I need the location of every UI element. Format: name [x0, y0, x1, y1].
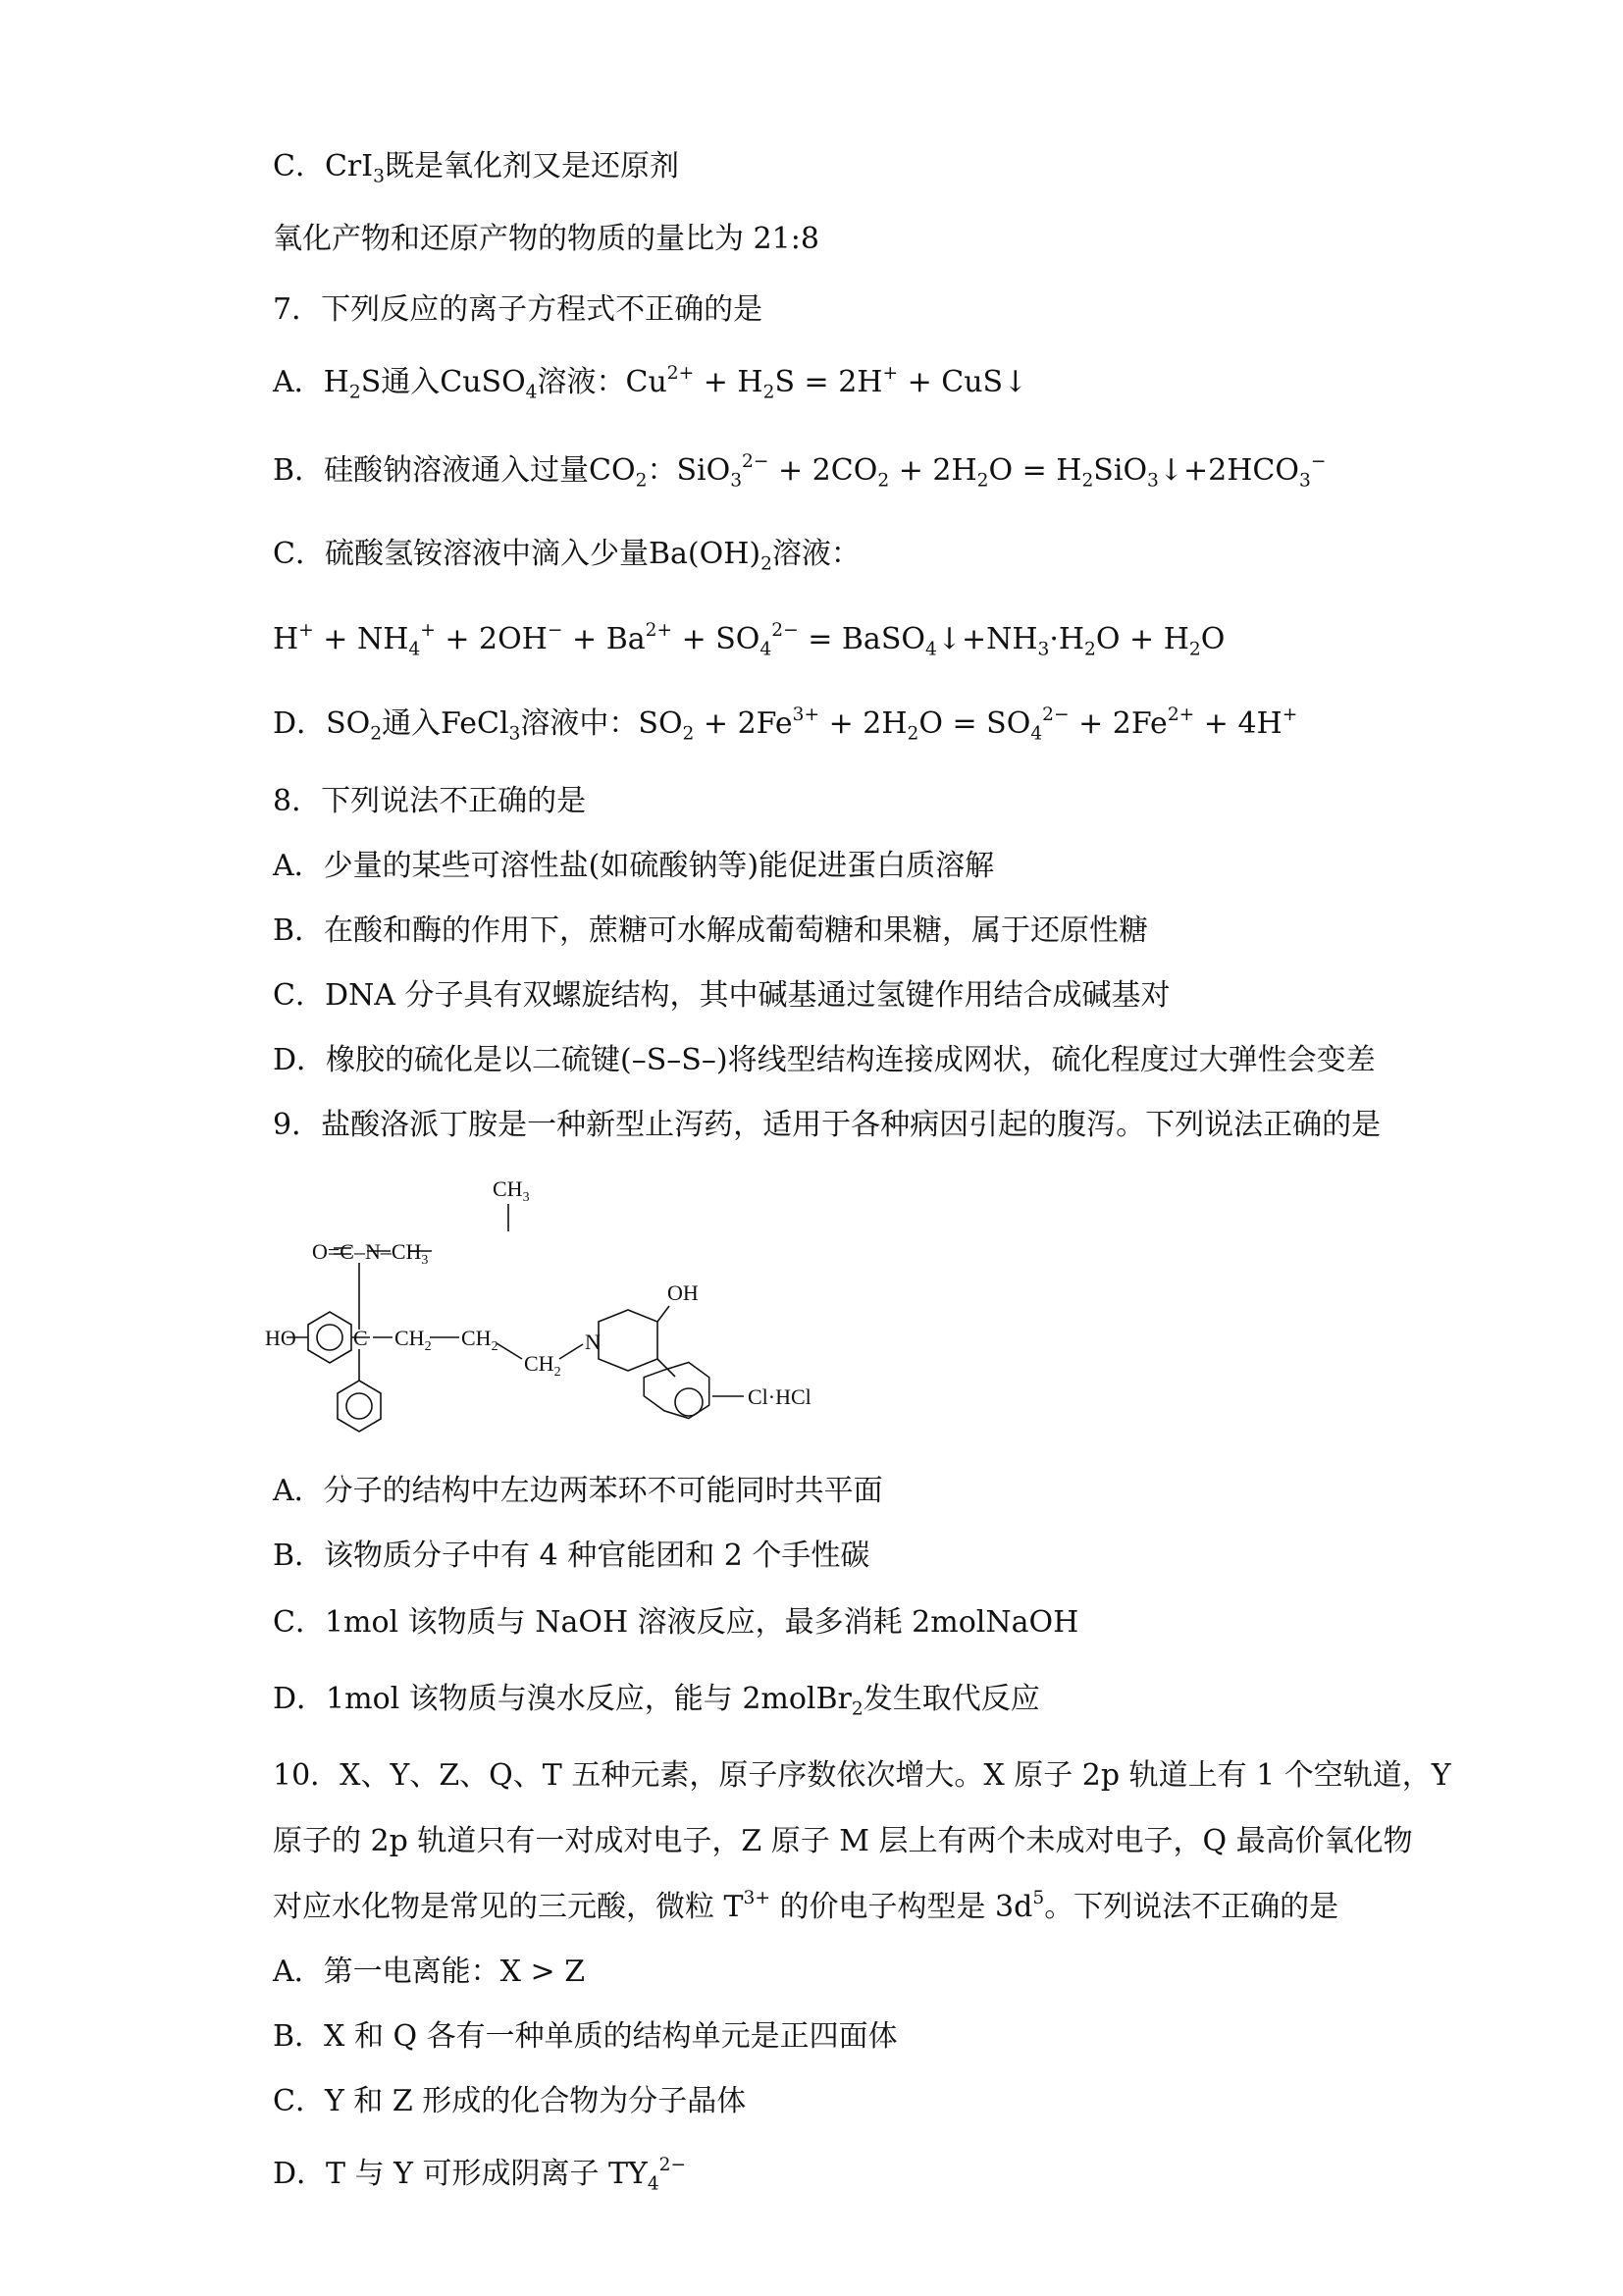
mol-ch2-1: $CH_2$ [394, 1326, 432, 1354]
q7-option-c-equation: $H^+ + NH_4^+ + 2OH^- + Ba^{2+} + SO_4^{2-}$ = $BaSO_4↓+NH_3\cdot H_2O + H_2O$ [273, 619, 1226, 660]
q7-option-c: C．硫酸氢铵溶液中滴入少量$Ba(OH)_2$溶液： [273, 537, 861, 575]
mol-cl-hcl: Cl·HCl [748, 1384, 812, 1409]
loperamide-structure-diagram [265, 1163, 1070, 1457]
q8-stem: 8．下列说法不正确的是 [273, 784, 587, 818]
q7-stem: 7．下列反应的离子方程式不正确的是 [273, 292, 763, 327]
q9-option-a: A．分子的结构中左边两苯环不可能同时共平面 [273, 1474, 883, 1508]
q9-option-c: C．1mol 该物质与 NaOH 溶液反应，最多消耗 2molNaOH [273, 1605, 1079, 1640]
q6-option-c: C．CrI$_3$既是氧化剂又是还原剂 [273, 149, 679, 187]
mol-n: N [585, 1330, 601, 1354]
q10-stem-line2: 原子的 2p 轨道只有一对成对电子，Z 原子 M 层上有两个未成对电子，Q 最高价氧化物 [273, 1824, 1413, 1858]
q10-option-b: B．X 和 Q 各有一种单质的结构单元是正四面体 [273, 2019, 898, 2054]
mol-central-c: C [353, 1326, 368, 1350]
mol-ho: HO [265, 1326, 296, 1350]
q8-option-a: A．少量的某些可溶性盐(如硫酸钠等)能促进蛋白质溶解 [273, 849, 995, 883]
q8-option-c: C．DNA 分子具有双螺旋结构，其中碱基通过氢键作用结合成碱基对 [273, 978, 1171, 1013]
mol-oh: OH [667, 1280, 699, 1305]
q10-option-c: C．Y 和 Z 形成的化合物为分子晶体 [273, 2084, 747, 2118]
q7-option-d: D．$SO_2$通入FeCl$_3$溶液中：$SO_2 + 2Fe^{3+} + 2H_2O = SO_4^{2-} + 2Fe^{2+} + 4H^+$ [273, 704, 1298, 745]
q6-option-d: 氧化产物和还原产物的物质的量比为 21:8 [273, 222, 819, 256]
q10-option-d: D．T 与 Y 可形成阴离子 $TY_4^{2-}$ [273, 2154, 687, 2195]
q9-stem: 9．盐酸洛派丁胺是一种新型止泻药，适用于各种病因引起的腹泻。下列说法正确的是 [273, 1108, 1382, 1142]
q8-option-b: B．在酸和酶的作用下，蔗糖可水解成葡萄糖和果糖，属于还原性糖 [273, 913, 1149, 948]
mol-ch2-2: $CH_2$ [461, 1326, 498, 1354]
q10-option-a: A．第一电离能：X > Z [273, 1955, 586, 1989]
mol-ch3-top: $CH_3$ [493, 1176, 530, 1205]
mol-o-c-n-ch3: $O=C-N-CH_3$ [312, 1239, 429, 1268]
q7-option-b: B．硅酸钠溶液通入过量$CO_2$：$SiO_3^{2-} + 2CO_2 + 2H_2O$ = $H_2SiO_3↓+2HCO_3^-$ [273, 450, 1327, 492]
q10-stem-line1: 10．X、Y、Z、Q、T 五种元素，原子序数依次增大。X 原子 2p 轨道上有 1 个空轨道，Y [273, 1758, 1451, 1793]
q10-stem-line3: 对应水化物是常见的三元酸，微粒 $T^{3+}$ 的价电子构型是 $3d^5$。下列说法不正确的是 [273, 1887, 1339, 1924]
q8-option-d: D．橡胶的硫化是以二硫键(–S–S–)将线型结构连接成网状，硫化程度过大弹性会变差 [273, 1043, 1376, 1077]
q7-option-a: A．$H_2S$通入CuSO$_4$溶液：$Cu^{2+} + H_2S = 2H^+$ + CuS↓ [273, 362, 1028, 403]
q9-option-b: B．该物质分子中有 4 种官能团和 2 个手性碳 [273, 1539, 870, 1573]
q9-option-d: D．1mol 该物质与溴水反应，能与 2molBr$_2$发生取代反应 [273, 1682, 1040, 1720]
mol-ch2-3: $CH_2$ [524, 1351, 561, 1380]
